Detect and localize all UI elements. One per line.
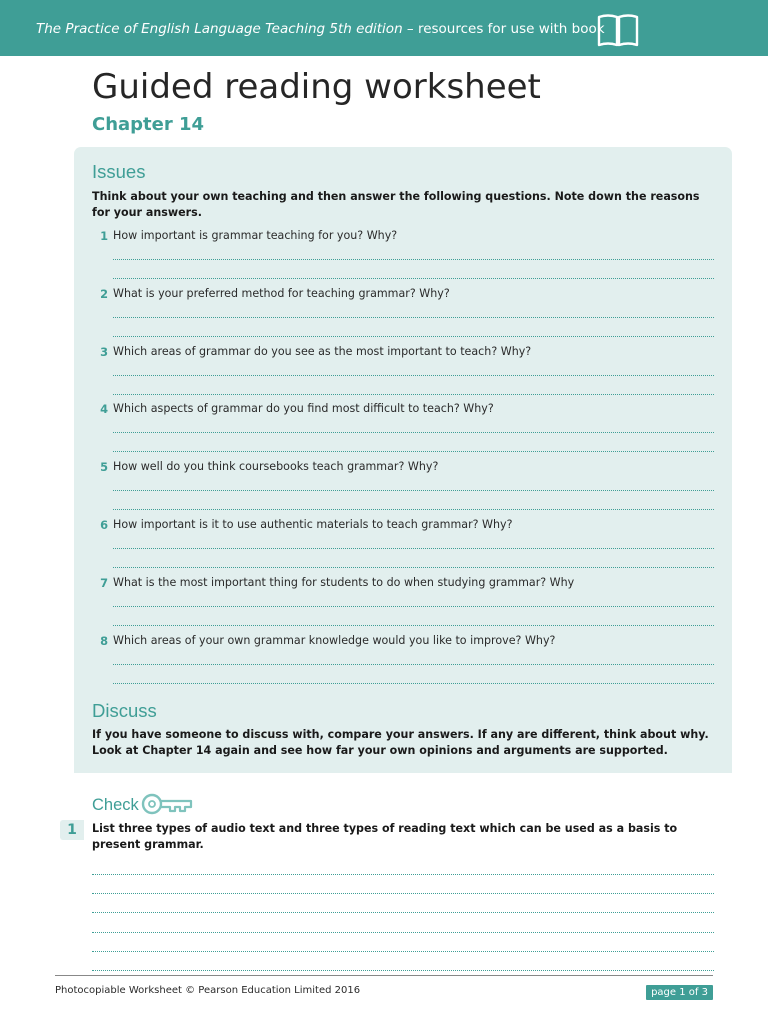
check-heading: Check [92,796,139,814]
question-text: How important is grammar teaching for you? Why? [113,229,398,242]
answer-line[interactable] [113,259,714,260]
answer-line[interactable] [92,874,714,875]
answer-line[interactable] [113,490,714,491]
answer-line[interactable] [113,451,714,452]
banner-title [36,20,605,38]
question-item [92,286,714,344]
question-number: 6 [100,518,108,532]
check-question: List three types of audio text and three types of reading text which can be used as a basis to present grammar. [92,822,678,851]
check-number: 1 [67,822,77,838]
question-number: 1 [100,229,108,243]
top-banner [0,0,768,56]
question-text: Which areas of your own grammar knowledge would you like to improve? Why? [113,633,556,647]
answer-line[interactable] [113,567,714,568]
question-text: Which aspects of grammar do you find most difficult to teach? Why? [113,402,494,416]
footer-divider [55,975,713,976]
question-text: Which areas of grammar do you see as the most important to teach? Why? [113,344,532,358]
discuss-instruction: If you have someone to discuss with, compare your answers. If any are different, think about why. Look at Chapter 14 again and see how far your own opinions and arguments are supported. [92,728,709,757]
answer-line[interactable] [92,932,714,933]
answer-line[interactable] [113,625,714,626]
answer-line[interactable] [113,432,714,433]
banner-subtitle: – resources for use with book [402,21,605,37]
page-title: Guided reading worksheet [92,67,541,107]
answer-line[interactable] [113,683,714,684]
issues-heading: Issues [92,161,146,182]
banner-book-title: The Practice of English Language Teaching 5th edition [36,21,403,37]
chapter-title: Chapter 14 [92,114,205,135]
question-item [92,344,714,402]
question-item [92,517,714,575]
answer-line[interactable] [92,893,714,894]
question-number: 2 [100,286,108,301]
issues-instruction: Think about your own teaching and then answer the following questions. Note down the reasons for your answers. [92,190,700,219]
page-number-badge: page 1 of 3 [646,985,713,1000]
question-number: 5 [100,460,108,475]
answer-line[interactable] [113,317,714,318]
question-text: How important is it to use authentic materials to teach grammar? Why? [113,518,513,531]
answer-line[interactable] [92,970,714,971]
question-text: How well do you think coursebooks teach grammar? Why? [113,460,439,474]
question-text: What is your preferred method for teaching grammar? Why? [113,286,450,300]
answer-line[interactable] [113,606,714,607]
question-number: 8 [100,633,108,648]
answer-line[interactable] [113,336,714,337]
question-item [92,401,714,459]
question-item [92,228,714,286]
question-number: 4 [100,402,108,417]
question-item [92,459,714,517]
answer-line[interactable] [113,509,714,510]
question-number: 7 [100,575,108,590]
question-item [92,633,714,691]
answer-line[interactable] [113,278,714,279]
answer-line[interactable] [92,951,714,952]
question-item [92,575,714,633]
discuss-heading: Discuss [92,700,157,721]
answer-line[interactable] [92,912,714,913]
answer-line[interactable] [113,394,714,395]
key-icon [141,792,195,816]
footer-copyright: Photocopiable Worksheet © Pearson Education Limited 2016 [55,985,361,996]
open-book-icon [596,12,640,48]
question-number: 3 [100,344,108,359]
answer-line[interactable] [113,664,714,665]
question-text: What is the most important thing for students to do when studying grammar? Why [113,575,575,589]
answer-line[interactable] [113,375,714,376]
answer-line[interactable] [113,548,714,549]
